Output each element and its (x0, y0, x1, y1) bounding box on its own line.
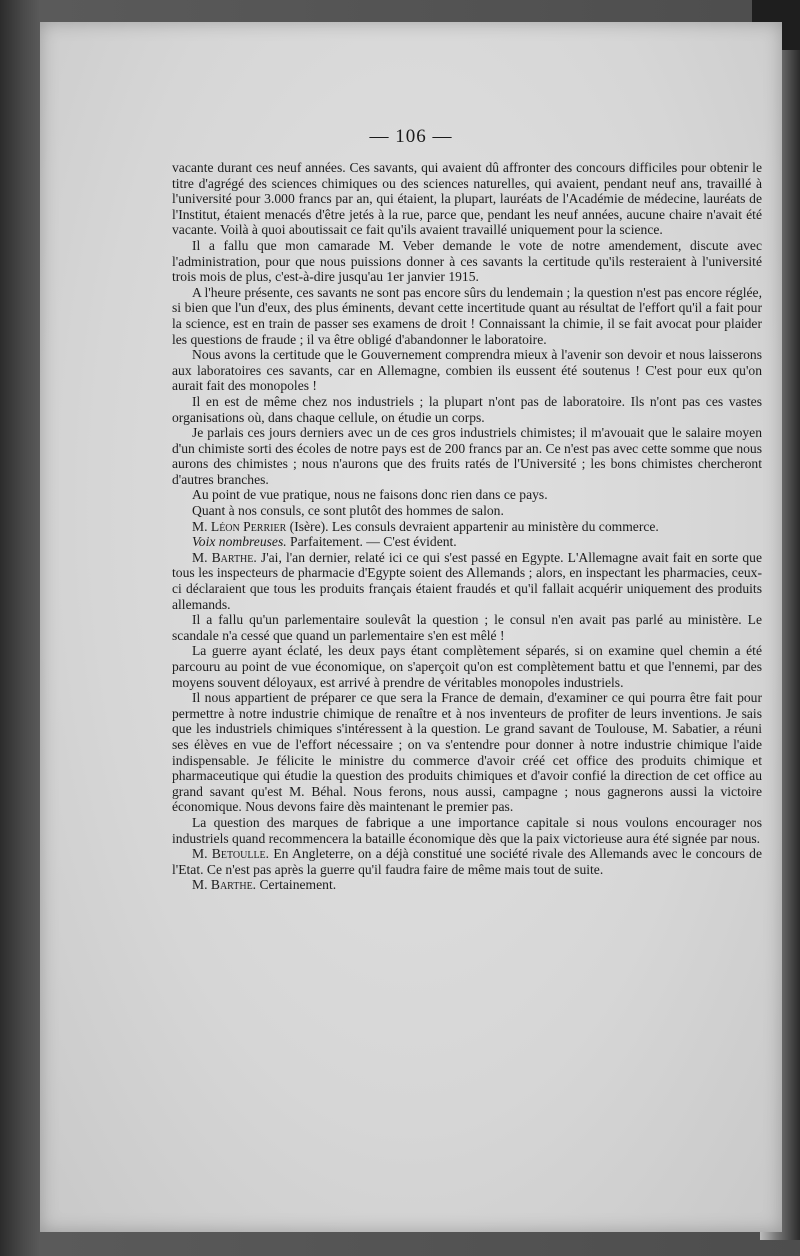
paragraph-text: La guerre ayant éclaté, les deux pays étant complètement séparés, si on examine quel chemin a été parcouru au point de vue économique, on s'aperçoit qu'on est complètement battu et que l'ennemi, par des moyens souvent déloyaux, est arrivé à prendre de véritables monopoles industriels. (172, 643, 762, 690)
paragraph (172, 550, 762, 612)
paragraph-text: (Isère). Les consuls devraient appartenir au ministère du commerce. (286, 518, 659, 534)
paragraph-text: vacante durant ces neuf années. Ces savants, qui avaient dû affronter des concours difficiles pour obtenir le titre d'agrégé des sciences chimiques ou des sciences naturelles, qui avaient, pendant neuf ans, travaillé à l'université pour 3.000 francs par an, qui étaient, la plupart, lauréats de l'Académie de médecine, lauréats de l'Institut, étaient menacés d'être jetés à la rue, parce que, pendant les neuf années, aucune chaire n'avait été vacante. Voilà à quoi aboutissait ce fait qu'ils avaient travaillé uniquement pour la science. (172, 160, 762, 238)
paragraph-text: Au point de vue pratique, nous ne faisons donc rien dans ce pays. (192, 487, 548, 503)
speaker-name: M. Betoulle. (192, 846, 270, 862)
paragraph-text: Nous avons la certitude que le Gouvernement comprendra mieux à l'avenir son devoir et nous laisserons aux laboratoires ces savants, car en Allemagne, combien ils eussent été soutenus ! C'est pour eux qu'on aurait fait des monopoles ! (172, 347, 762, 394)
paragraph-text: Parfaitement. — C'est évident. (286, 534, 457, 550)
paragraph (172, 643, 762, 690)
paragraph-text: En Angleterre, on a déjà constitué une société rivale des Allemands avec le concours de l'Etat. Ce n'est pas après la guerre qu'il faudra faire de même mais tout de suite. (172, 846, 762, 877)
paragraph (172, 487, 762, 503)
speaker-label: Voix nombreuses. (192, 534, 287, 550)
paragraph-text: Il nous appartient de préparer ce que sera la France de demain, d'examiner ce qui pourra être fait pour permettre à notre industrie chimique de renaître et à nos inventeurs de profiter de leurs inventions. Je sais que les industriels chimiques s'intéressent à la question. Le grand savant de Toulouse, M. Sabatier, a réuni ses élèves en vue de l'effort nécessaire ; on va s'entendre pour donner à notre industrie chimique l'aide indispensable. Je félicite le ministre du commerce d'avoir créé cet office des produits chimique et pharmaceutique qui étudie la question des produits chimiques et d'avoir confié la direction de cet office au grand savant qu'est M. Béhal. Nous ferons, nous aussi, campagne ; nous gagnerons aussi la victoire économique. Nous devons faire dès maintenant le premier pas. (172, 690, 762, 815)
paragraph-text: A l'heure présente, ces savants ne sont pas encore sûrs du lendemain ; la question n'est pas encore réglée, si bien que l'un d'eux, des plus éminents, devant cette incertitude quant au résultat de l'effort qu'il a fait pour la science, est en train de passer ses examens de droit ! Connaissant la chimie, il se fait avocat pour plaider les questions de fraude ; il va être obligé d'abandonner le laboratoire. (172, 284, 762, 347)
paragraph (172, 503, 762, 519)
speaker-name: M. Barthe. (192, 549, 257, 565)
paragraph (172, 690, 762, 815)
document-page (40, 22, 782, 1232)
paragraph-text: J'ai, l'an dernier, relaté ici ce qui s'est passé en Egypte. L'Allemagne avait fait en sorte que tous les inspecteurs de pharmacie d'Egypte soient des Allemands ; alors, en inspectant les pharmacies, ceux-ci déclaraient que tous les produits français étaient fraudés et qu'il fallait acquérir uniquement des produits allemands. (172, 549, 762, 612)
speaker-name: M. Léon Perrier (192, 518, 287, 534)
paragraph-text: Certainement. (256, 877, 337, 893)
paragraph (172, 846, 762, 877)
paragraph-text: Il a fallu que mon camarade M. Veber demande le vote de notre amendement, discute avec l'administration, pour que nous puissions donner à ces savants la certitude qu'ils resteraient à l'université trois mois de plus, c'est-à-dire jusqu'au 1er janvier 1915. (172, 237, 762, 285)
paragraph-text: Il en est de même chez nos industriels ; la plupart n'ont pas de laboratoire. Ils n'ont pas ces vastes organisations où, dans chaque cellule, on étudie un corps. (172, 393, 762, 425)
page-number: — 106 — (369, 126, 453, 147)
paragraph (172, 347, 762, 394)
paragraph (172, 394, 762, 425)
text-body (172, 160, 762, 893)
paragraph-text: Il a fallu qu'un parlementaire soulevât la question ; le consul n'en avait pas parlé au ministère. Le scandale n'a cessé que quand un parlementaire s'en est mêlé ! (172, 612, 762, 643)
paragraph-text: La question des marques de fabrique a une importance capitale si nous voulons encourager nos industriels quand recommencera la bataille économique dès que la paix victorieuse aura été signée par nous. (172, 814, 762, 846)
paragraph (172, 877, 762, 893)
paragraph (172, 425, 762, 487)
paragraph (172, 519, 762, 535)
speaker-name: M. Barthe. (192, 877, 257, 893)
paragraph (172, 285, 762, 347)
paragraph-text: Quant à nos consuls, ce sont plutôt des hommes de salon. (192, 503, 504, 519)
paragraph (172, 160, 762, 238)
paragraph (172, 238, 762, 285)
paragraph-text: Je parlais ces jours derniers avec un de ces gros industriels chimistes; il m'avouait que le salaire moyen d'un chimiste sorti des écoles de notre pays est de 200 francs par an. Ce n'est pas avec cette somme que nous aurons des chimistes ; nous n'aurons que des fruits ratés de l'Université ; les bons chimistes chercheront d'autres branches. (172, 425, 763, 487)
paragraph (172, 815, 762, 846)
paragraph (172, 612, 762, 643)
paragraph (172, 534, 762, 550)
